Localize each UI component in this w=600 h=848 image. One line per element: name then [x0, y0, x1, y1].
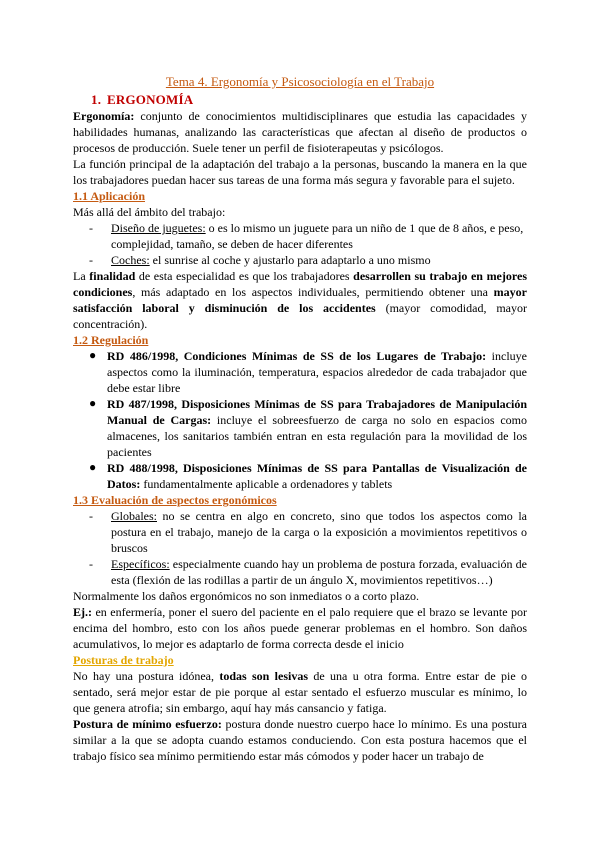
text-run: No hay una postura idónea,	[73, 669, 220, 683]
item-label: Diseño de juguetes:	[111, 221, 206, 235]
subsection-heading-evaluacion: 1.3 Evaluación de aspectos ergonómicos	[73, 493, 277, 507]
bold-run: desarrollen su trabajo en mejores condiciones	[73, 269, 527, 299]
bold-run: mayor satisfacción laboral y disminución de los accidentes	[73, 285, 527, 315]
item-text: especialmente cuando hay un problema de postura forzada, evaluación de esta (flexión de las rodillas a partir de un ángulo X, movimientos repetitivos…)	[111, 557, 527, 587]
item-text: o es lo mismo un juguete para un niño de 1 que de 8 años, e peso, complejidad, tamaño, se deben de hacer diferentes	[111, 221, 524, 251]
document-page	[73, 74, 527, 764]
bullet-icon: ●	[89, 460, 97, 474]
text-run: de una u otra forma. Entre estar de pie o sentado, será mejor estar de pie porque al estar sentado el esfuerzo muscular es mínimo, lo que genera atrofia; sin embargo, aquí hay más cansancio y fatiga.	[73, 669, 527, 715]
item-label: Específicos:	[111, 557, 170, 571]
function-paragraph: La función principal de la adaptación del trabajo a la personas, buscando la manera en la que los trabajadores puedan hacer sus tareas de una forma más segura y favorable para el sujeto.	[73, 157, 527, 187]
minimo-esfuerzo-paragraph	[73, 716, 527, 764]
bullet-icon: ●	[89, 396, 97, 410]
aplicacion-intro: Más allá del ámbito del trabajo:	[73, 205, 226, 219]
item-text: incluye el sobreesfuerzo de carga no solo en espacios como almacenes, los sanitarios también entran en esta regulación para la movilidad de los pacientes	[107, 413, 527, 459]
item-bold: RD 486/1998, Condiciones Mínimas de SS de los Lugares de Trabajo:	[107, 349, 487, 363]
section-title: ERGONOMÍA	[107, 92, 194, 107]
normal-paragraph: Normalmente los daños ergonómicos no son inmediatos o a corto plazo.	[73, 589, 420, 603]
text-run: (mayor comodidad, mayor concentración).	[73, 301, 527, 331]
subsection-heading-regulacion: 1.2 Regulación	[73, 333, 149, 347]
bullet-icon: ●	[89, 348, 97, 362]
item-label: Coches:	[111, 253, 150, 267]
list-item: - Específicos: especialmente cuando hay un problema de postura forzada, evaluación de esta (flexión de las rodillas a partir de un ángulo X, movimientos repetitivos…)	[89, 557, 527, 587]
bold-run: finalidad	[89, 269, 136, 283]
subsection-heading-aplicacion: 1.1 Aplicación	[73, 189, 146, 203]
list-item: - Coches: el sunrise al coche y ajustarlo para adaptarlo a uno mismo	[89, 253, 431, 267]
list-item	[73, 348, 527, 396]
subsection-heading-posturas: Posturas de trabajo	[73, 653, 174, 667]
text-run: , más adaptado en los aspectos individuales, permitiendo obtener una	[132, 285, 494, 299]
text-run: La	[73, 269, 90, 283]
bold-run: todas son lesivas	[219, 669, 309, 683]
list-item	[73, 396, 527, 460]
minimo-label: Postura de mínimo esfuerzo:	[73, 717, 222, 731]
section-heading-ergonomia	[91, 92, 527, 108]
minimo-text: postura donde nuestro cuerpo hace lo mínimo. Es una postura similar a la que se adopta cuando estamos conduciendo. Con esta postura hacemos que el trabajo físico sea mínimo permitiendo estar más cómodos y poder hacer un trabajo de	[73, 717, 527, 763]
section-number: 1.	[91, 92, 102, 107]
definition-text: conjunto de conocimientos multidisciplinares que estudia las capacidades y habilidades humanas, analizando las características que afectan al diseño de productos o procesos de producción. Suele tener un perfil de fisioterapeutas y psicólogos.	[73, 109, 527, 155]
definition-term: Ergonomía:	[73, 109, 135, 123]
list-item: - Diseño de juguetes: o es lo mismo un juguete para un niño de 1 que de 8 años, e peso, complejidad, tamaño, se deben de hacer diferentes	[89, 221, 524, 251]
item-text: el sunrise al coche y ajustarlo para adaptarlo a uno mismo	[149, 253, 431, 267]
example-text: en enfermería, poner el suero del paciente en el palo requiere que el brazo se levante por encima del hombro, esto con los años puede generar problemas en el hombro. Son daños acumulativos, lo mejor es adaptarlo de forma correcta desde el inicio	[73, 605, 527, 651]
item-text: fundamentalmente aplicable a ordenadores y tablets	[140, 477, 393, 491]
example-label: Ej.:	[73, 605, 92, 619]
item-bold: RD 488/1998, Disposiciones Mínimas de SS para Pantallas de Visualización de Datos:	[107, 461, 527, 491]
regulacion-list	[73, 348, 527, 492]
item-text: incluye aspectos como la iluminación, temperatura, espacios alrededor de cada trabajador que debe estar libre	[107, 349, 528, 395]
list-item: - Globales: no se centra en algo en concreto, sino que todos los aspectos como la postura en el trabajo, manejo de la carga o la exposición a movimientos repetitivos o bruscos	[89, 509, 527, 555]
evaluacion-list	[73, 508, 527, 588]
text-run: de esta especialidad es que los trabajadores	[135, 269, 354, 283]
item-text: no se centra en algo en concreto, sino que todos los aspectos como la postura en el trabajo, manejo de la carga o la exposición a movimientos repetitivos o bruscos	[111, 509, 527, 555]
item-bold: RD 487/1998, Disposiciones Mínimas de SS para Trabajadores de Manipulación Manual de Cargas:	[107, 397, 527, 427]
posturas-paragraph	[73, 668, 527, 716]
example-paragraph	[73, 604, 527, 652]
definition-paragraph	[73, 108, 527, 156]
document-title: Tema 4. Ergonomía y Psicosociología en el Trabajo	[165, 74, 435, 89]
item-label: Globales:	[111, 509, 157, 523]
aplicacion-list	[73, 220, 527, 268]
list-item	[73, 460, 527, 492]
finalidad-paragraph	[73, 268, 527, 332]
